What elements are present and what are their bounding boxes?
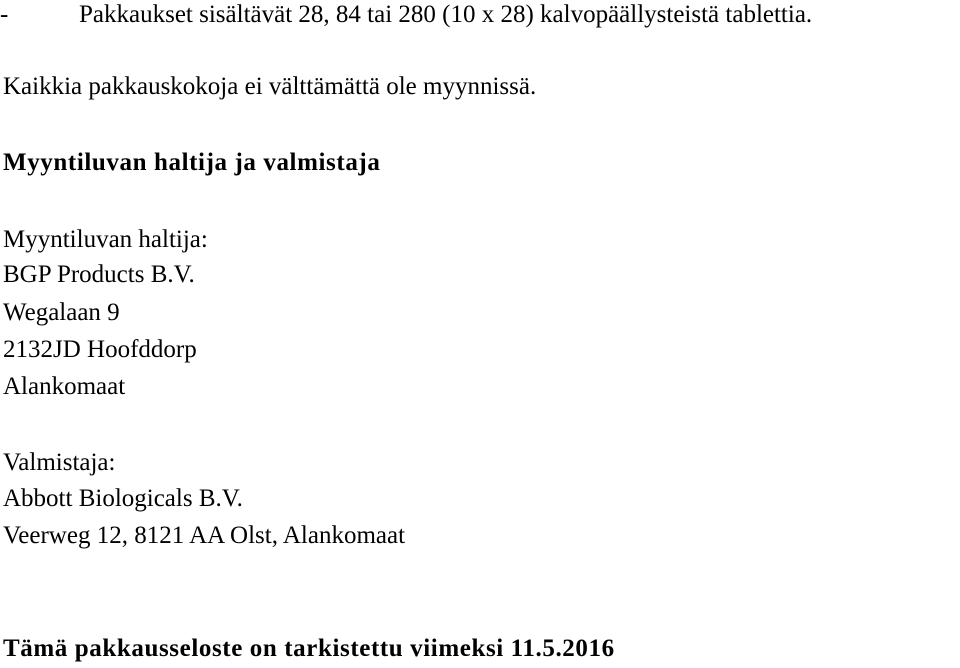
bullet-dash: - (0, 1, 9, 28)
revision-date-text: Tämä pakkausseloste on tarkistettu viimeksi 11.5.2016 (3, 635, 615, 662)
package-line (0, 2, 960, 30)
manufacturer-address: Veerweg 12, 8121 AA Olst, Alankomaat (3, 522, 406, 549)
holder-country: Alankomaat (3, 373, 126, 400)
section-heading: Myyntiluvan haltija ja valmistaja (3, 149, 381, 176)
holder-city: 2132JD Hoofddorp (3, 336, 197, 363)
manufacturer-label: Valmistaja: (3, 449, 116, 476)
holder-name: BGP Products B.V. (3, 261, 195, 288)
availability-text: Kaikkia pakkauskokoja ei välttämättä ole myynnissä. (3, 73, 537, 100)
holder-label: Myyntiluvan haltija: (3, 226, 208, 253)
holder-street: Wegalaan 9 (3, 299, 120, 326)
manufacturer-name: Abbott Biologicals B.V. (3, 485, 243, 512)
package-sizes-text: Pakkaukset sisältävät 28, 84 tai 280 (10 x 28) kalvopäällysteistä tablettia. (79, 1, 813, 28)
